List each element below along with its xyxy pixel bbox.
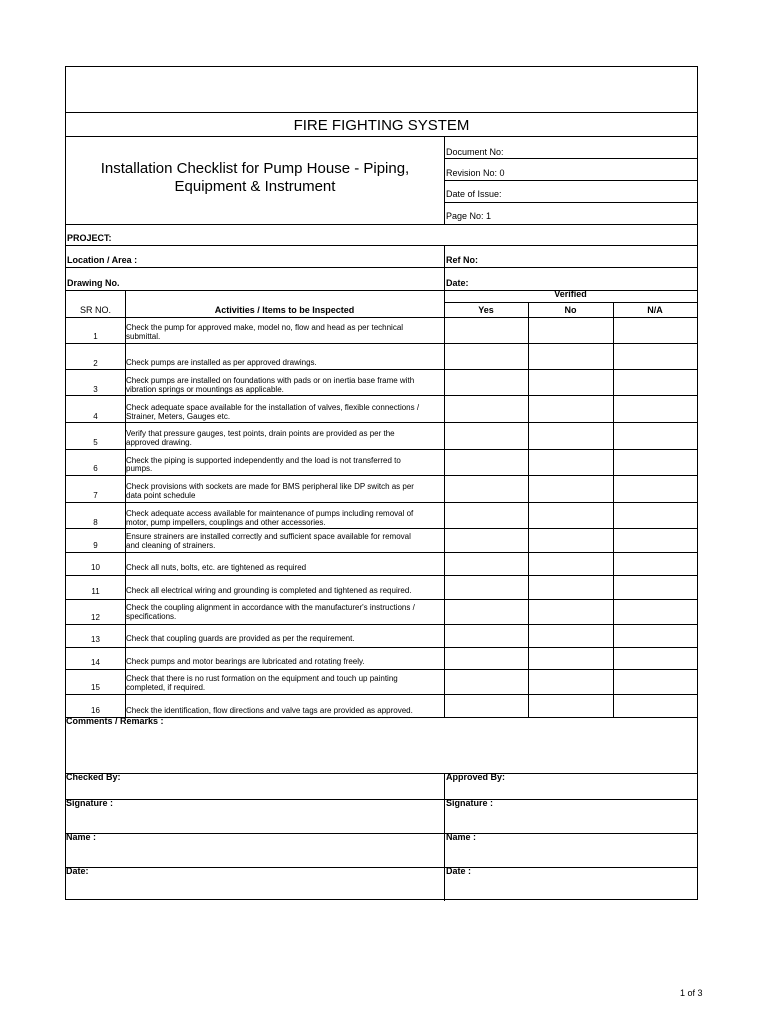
page-no-label: Page No: 1 — [446, 211, 492, 221]
row-13-sr: 13 — [91, 635, 100, 644]
row-16-sr: 16 — [91, 706, 100, 715]
row-3-activity-line1: Check pumps are installed on foundations with pads or on inertia base frame with — [126, 376, 415, 385]
row-6-sr: 6 — [93, 464, 98, 473]
signature-left-label: Signature : — [66, 798, 114, 808]
row-8-activity-line2: motor, pump impellers, couplings and other accessories. — [126, 518, 326, 527]
row-14-activity-line1: Check pumps and motor bearings are lubricated and rotating freely. — [126, 657, 365, 666]
comments-label: Comments / Remarks : — [66, 716, 164, 726]
name-right-label: Name : — [446, 832, 477, 842]
row-5-activity-line1: Verify that pressure gauges, test points, drain points are provided as per the — [126, 429, 395, 438]
row-11-activity-line1: Check all electrical wiring and grounding is completed and tightened as required. — [126, 586, 412, 595]
row-3-activity-line2: vibration springs or mountings as applicable. — [126, 385, 284, 394]
revision-no-label: Revision No: 0 — [446, 168, 505, 178]
row-4-sr: 4 — [93, 412, 98, 421]
row-5-activity-line2: approved drawing. — [126, 438, 192, 447]
row-6-activity-line2: pumps. — [126, 464, 153, 473]
ref-no-label: Ref No: — [446, 255, 478, 265]
verified-header: Verified — [554, 289, 587, 299]
checklist-title-line1: Installation Checklist for Pump House - Piping, — [100, 160, 410, 177]
row-15-sr: 15 — [91, 683, 100, 692]
date-left-label: Date: — [66, 866, 89, 876]
date-of-issue-label: Date of Issue: — [446, 189, 502, 199]
row-1-activity-line1: Check the pump for approved make, model no, flow and head as per technical — [126, 323, 404, 332]
row-3-sr: 3 — [93, 385, 98, 394]
row-9-activity-line1: Ensure strainers are installed correctly and sufficient space available for removal — [126, 532, 411, 541]
sr-no-header: SR NO. — [79, 305, 111, 315]
row-10-sr: 10 — [91, 563, 100, 572]
name-left-label: Name : — [66, 832, 97, 842]
row-7-sr: 7 — [93, 491, 98, 500]
row-12-activity-line2: specifications. — [126, 612, 177, 621]
row-11-sr: 11 — [91, 587, 100, 596]
row-16-activity-line1: Check the identification, flow directions and valve tags are provided as approved. — [126, 706, 413, 715]
no-header: No — [564, 305, 577, 315]
row-10-activity-line1: Check all nuts, bolts, etc. are tightened as required — [126, 563, 307, 572]
row-9-sr: 9 — [93, 541, 98, 550]
row-5-sr: 5 — [93, 438, 98, 447]
row-15-activity-line1: Check that there is no rust formation on the equipment and touch up painting — [126, 674, 398, 683]
project-label: PROJECT: — [67, 233, 112, 243]
page-counter: 1 of 3 — [680, 988, 703, 998]
approved-by-label: Approved By: — [446, 772, 506, 782]
row-7-activity-line2: data point schedule — [126, 491, 196, 500]
signature-right-label: Signature : — [446, 798, 494, 808]
row-15-activity-line2: completed, if required. — [126, 683, 206, 692]
row-4-activity-line1: Check adequate space available for the installation of valves, flexible connections / — [126, 403, 420, 412]
row-2-sr: 2 — [93, 359, 98, 368]
document-no-label: Document No: — [446, 147, 504, 157]
checked-by-label: Checked By: — [66, 772, 121, 782]
date-right-label: Date : — [446, 866, 472, 876]
drawing-no-label: Drawing No. — [67, 278, 120, 288]
location-label: Location / Area : — [67, 255, 138, 265]
row-13-activity-line1: Check that coupling guards are provided as per the requirement. — [126, 634, 355, 643]
row-14-sr: 14 — [91, 658, 100, 667]
row-7-activity-line1: Check provisions with sockets are made for BMS peripheral like DP switch as per — [126, 482, 414, 491]
row-8-activity-line1: Check adequate access available for maintenance of pumps including removal of — [126, 509, 414, 518]
row-4-activity-line2: Strainer, Meters, Gauges etc. — [126, 412, 231, 421]
date-label: Date: — [446, 278, 469, 288]
row-1-activity-line2: submittal. — [126, 332, 161, 341]
row-6-activity-line1: Check the piping is supported independently and the load is not transferred to — [126, 456, 401, 465]
checklist-sheet — [65, 66, 698, 900]
activities-header: Activities / Items to be Inspected — [214, 305, 355, 315]
yes-header: Yes — [478, 305, 494, 315]
row-9-activity-line2: and cleaning of strainers. — [126, 541, 216, 550]
row-12-sr: 12 — [91, 613, 100, 622]
checklist-title-line2: Equipment & Instrument — [174, 178, 336, 195]
row-1-sr: 1 — [93, 332, 98, 341]
row-12-activity-line1: Check the coupling alignment in accordance with the manufacturer's instructions / — [126, 603, 415, 612]
na-header: N/A — [647, 305, 663, 315]
row-2-activity-line1: Check pumps are installed as per approved drawings. — [126, 358, 317, 367]
row-8-sr: 8 — [93, 518, 98, 527]
system-title: FIRE FIGHTING SYSTEM — [293, 117, 470, 134]
